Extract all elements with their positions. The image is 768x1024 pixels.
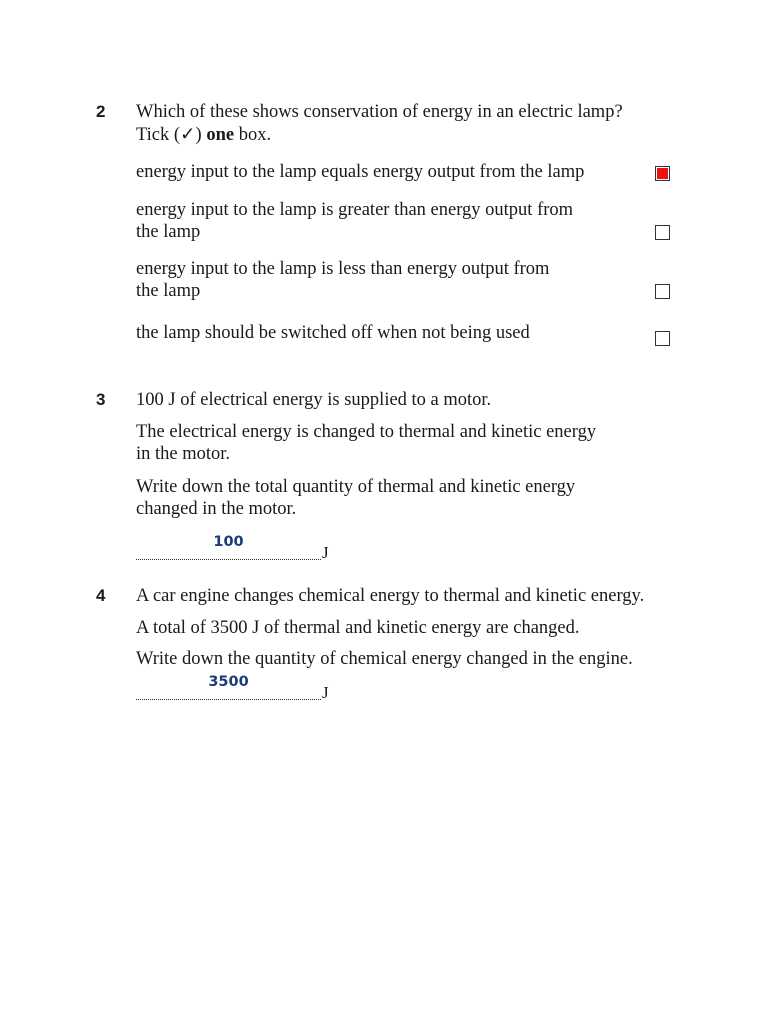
q2-option-3-checkbox[interactable] xyxy=(655,284,670,299)
q2-option-2-line2: the lamp xyxy=(136,222,201,242)
question-3-number: 3 xyxy=(96,390,106,409)
q2-option-2-line1: energy input to the lamp is greater than energy output from xyxy=(136,200,574,220)
q2-option-2-label xyxy=(136,199,573,243)
q2-option-1-line1: energy input to the lamp equals energy output from the lamp xyxy=(136,162,585,182)
question-4-line2: A total of 3500 J of thermal and kinetic energy are changed. xyxy=(136,618,580,638)
question-2-text: Which of these shows conservation of energy in an electric lamp? xyxy=(136,102,623,122)
question-4-unit: J xyxy=(322,683,329,702)
question-4-line3: Write down the quantity of chemical energy changed in the engine. xyxy=(136,649,633,669)
question-3-line3b: changed in the motor. xyxy=(136,499,297,519)
q2-option-2-checkbox[interactable] xyxy=(655,225,670,240)
tick-prefix: Tick (✓) xyxy=(136,125,207,145)
q2-option-4-label xyxy=(136,322,530,344)
question-4-line1: A car engine changes chemical energy to thermal and kinetic energy. xyxy=(136,586,645,606)
question-3-answer-field[interactable] xyxy=(136,534,329,562)
q2-option-3-line1: energy input to the lamp is less than energy output from xyxy=(136,259,550,279)
question-4-number: 4 xyxy=(96,586,106,605)
q2-option-4-checkbox[interactable] xyxy=(655,331,670,346)
answer-dotted-line xyxy=(136,699,321,700)
question-3-line2b: in the motor. xyxy=(136,444,231,464)
q2-option-3-label xyxy=(136,258,549,302)
question-2-number: 2 xyxy=(96,102,106,121)
answer-dotted-line xyxy=(136,559,321,560)
q2-option-1-label xyxy=(136,161,584,183)
question-3-unit: J xyxy=(322,543,329,562)
question-2-instruction xyxy=(136,124,271,146)
question-3-line1: 100 J of electrical energy is supplied to a motor. xyxy=(136,390,492,410)
tick-emphasis: one xyxy=(206,125,235,145)
q2-option-1-checkbox[interactable] xyxy=(655,166,670,181)
question-4-answer-value: 3500 xyxy=(208,674,249,690)
q2-option-4-line1: the lamp should be switched off when not being used xyxy=(136,323,530,343)
question-4-answer-field[interactable] xyxy=(136,674,329,702)
tick-suffix: box. xyxy=(234,125,272,145)
q2-option-3-line2: the lamp xyxy=(136,281,201,301)
question-3-answer-value: 100 xyxy=(213,534,244,550)
question-3-line2a: The electrical energy is changed to thermal and kinetic energy xyxy=(136,422,597,442)
question-3-line3a: Write down the total quantity of thermal and kinetic energy xyxy=(136,477,576,497)
